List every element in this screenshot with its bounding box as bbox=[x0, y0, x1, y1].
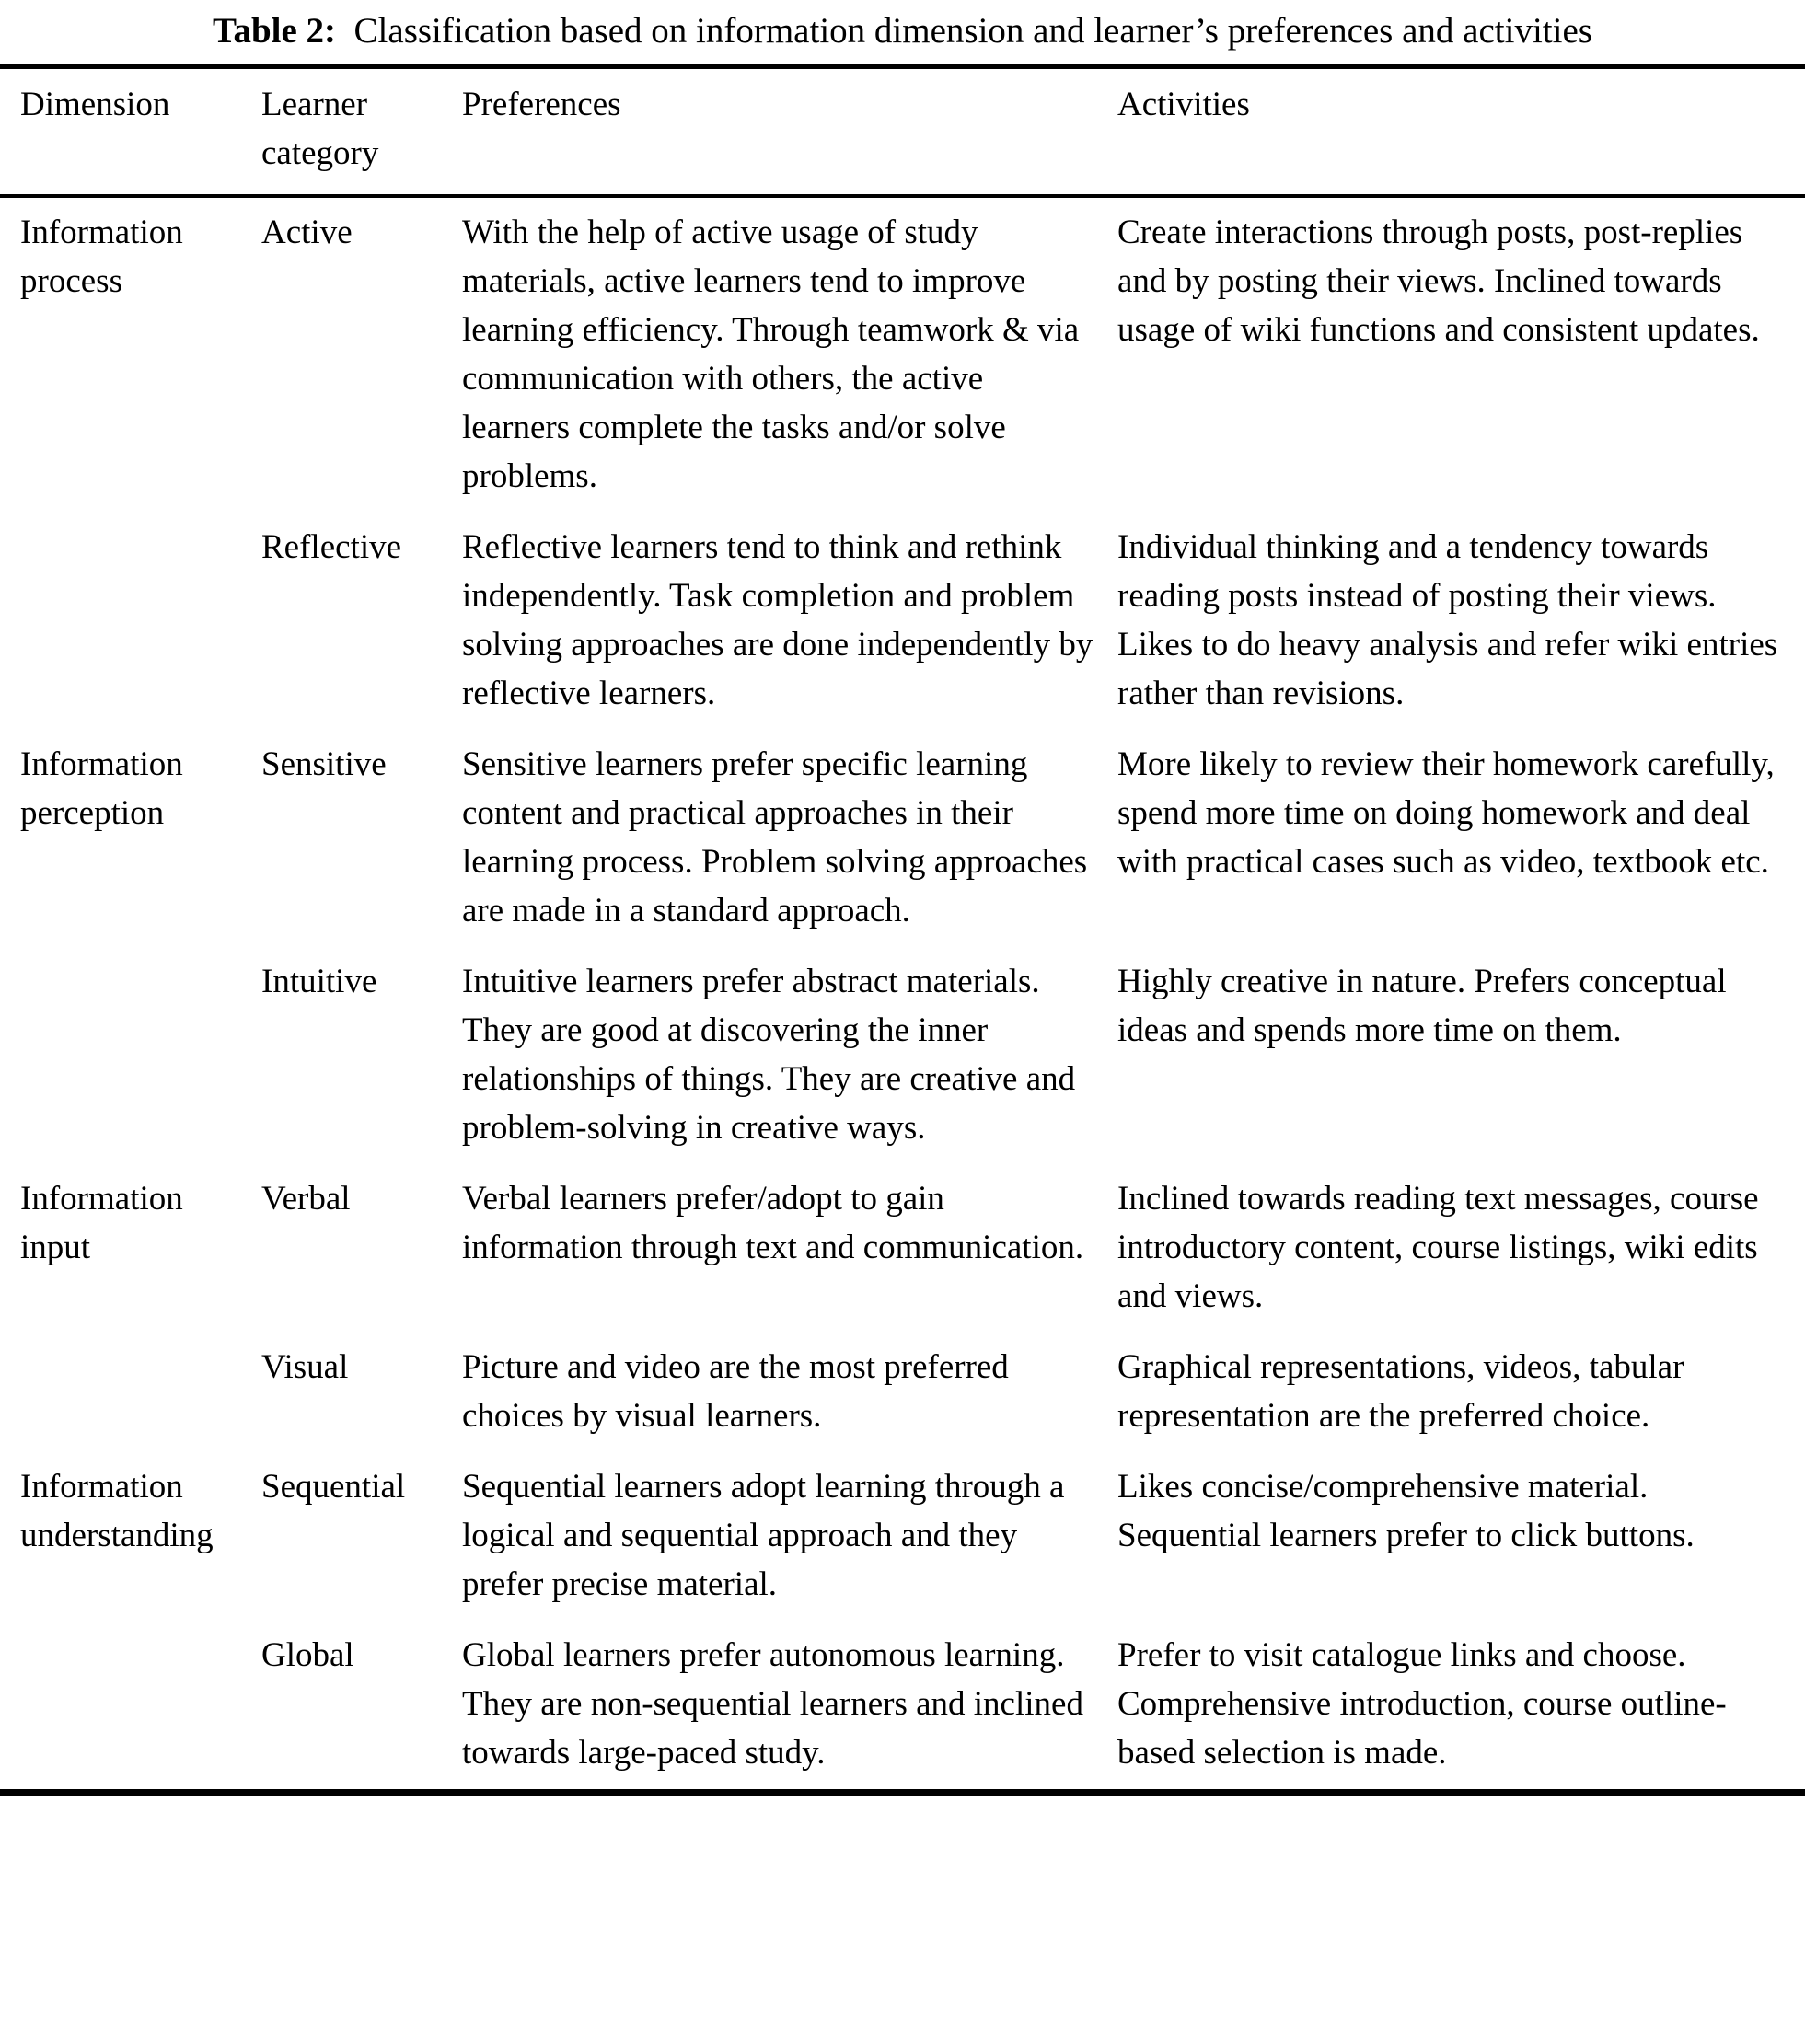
dimension-cell: Information input bbox=[20, 1180, 183, 1266]
table-row-global bbox=[0, 1621, 1805, 1793]
activities-cell: Prefer to visit catalogue links and choose. Comprehensive introduction, course outline-based selection is made. bbox=[1117, 1636, 1727, 1772]
category-cell: Visual bbox=[261, 1348, 349, 1386]
dimension-cell: Information process bbox=[20, 214, 183, 300]
table-caption-label: Table 2: bbox=[213, 11, 337, 51]
table-caption bbox=[0, 6, 1805, 64]
column-header-preferences: Preferences bbox=[462, 86, 621, 123]
table-body bbox=[0, 196, 1805, 1793]
table-row-verbal bbox=[0, 1164, 1805, 1333]
category-cell: Sequential bbox=[261, 1468, 406, 1506]
category-cell: Verbal bbox=[261, 1180, 351, 1218]
preferences-cell: With the help of active usage of study materials, active learners tend to improve learning efficiency. Through teamwork & via communication with others, the active learners complete the tasks and/or solve problems. bbox=[462, 214, 1080, 495]
category-cell: Sensitive bbox=[261, 745, 387, 783]
activities-cell: Highly creative in nature. Prefers conceptual ideas and spends more time on them. bbox=[1117, 963, 1727, 1049]
activities-cell: Create interactions through posts, post-replies and by posting their views. Inclined towards usage of wiki functions and consistent updates. bbox=[1117, 214, 1760, 349]
table-header bbox=[0, 67, 1805, 197]
category-cell: Active bbox=[261, 214, 353, 251]
activities-cell: Inclined towards reading text messages, course introductory content, course listings, wiki edits and views. bbox=[1117, 1180, 1759, 1315]
classification-table bbox=[0, 64, 1805, 1796]
table-caption-body: Classification based on information dimension and learner’s preferences and activities bbox=[353, 11, 1592, 51]
activities-cell: Graphical representations, videos, tabular representation are the preferred choice. bbox=[1117, 1348, 1684, 1435]
table-row-intuitive bbox=[0, 947, 1805, 1164]
activities-cell: More likely to review their homework carefully, spend more time on doing homework and deal with practical cases such as video, textbook etc. bbox=[1117, 745, 1775, 881]
table-row-sequential bbox=[0, 1452, 1805, 1621]
preferences-cell: Picture and video are the most preferred choices by visual learners. bbox=[462, 1348, 1009, 1435]
preferences-cell: Global learners prefer autonomous learning. They are non-sequential learners and inclined towards large-paced study. bbox=[462, 1636, 1083, 1772]
table-caption-text bbox=[345, 11, 354, 51]
table-row-sensitive bbox=[0, 730, 1805, 947]
dimension-cell: Information perception bbox=[20, 745, 183, 832]
dimension-cell: Information understanding bbox=[20, 1468, 214, 1554]
table-row-active bbox=[0, 196, 1805, 513]
column-header-learner-category: Learner category bbox=[261, 86, 379, 172]
column-header-activities: Activities bbox=[1117, 86, 1250, 123]
table-row-reflective bbox=[0, 513, 1805, 730]
preferences-cell: Intuitive learners prefer abstract materials. They are good at discovering the inner relationships of things. They are creative and problem-solving in creative ways. bbox=[462, 963, 1076, 1147]
category-cell: Reflective bbox=[261, 528, 402, 566]
table-row-visual bbox=[0, 1333, 1805, 1452]
category-cell: Global bbox=[261, 1636, 354, 1674]
preferences-cell: Reflective learners tend to think and rethink independently. Task completion and problem solving approaches are done independently by reflective learners. bbox=[462, 528, 1093, 712]
category-cell: Intuitive bbox=[261, 963, 377, 1000]
activities-cell: Likes concise/comprehensive material. Sequential learners prefer to click buttons. bbox=[1117, 1468, 1695, 1554]
preferences-cell: Sensitive learners prefer specific learning content and practical approaches in their learning process. Problem solving approaches are made in a standard approach. bbox=[462, 745, 1088, 930]
preferences-cell: Verbal learners prefer/adopt to gain information through text and communication. bbox=[462, 1180, 1084, 1266]
preferences-cell: Sequential learners adopt learning through a logical and sequential approach and they prefer precise material. bbox=[462, 1468, 1065, 1603]
activities-cell: Individual thinking and a tendency towards reading posts instead of posting their views. Likes to do heavy analysis and refer wiki entries rather than revisions. bbox=[1117, 528, 1778, 712]
header-row bbox=[0, 67, 1805, 197]
column-header-dimension: Dimension bbox=[20, 86, 170, 123]
